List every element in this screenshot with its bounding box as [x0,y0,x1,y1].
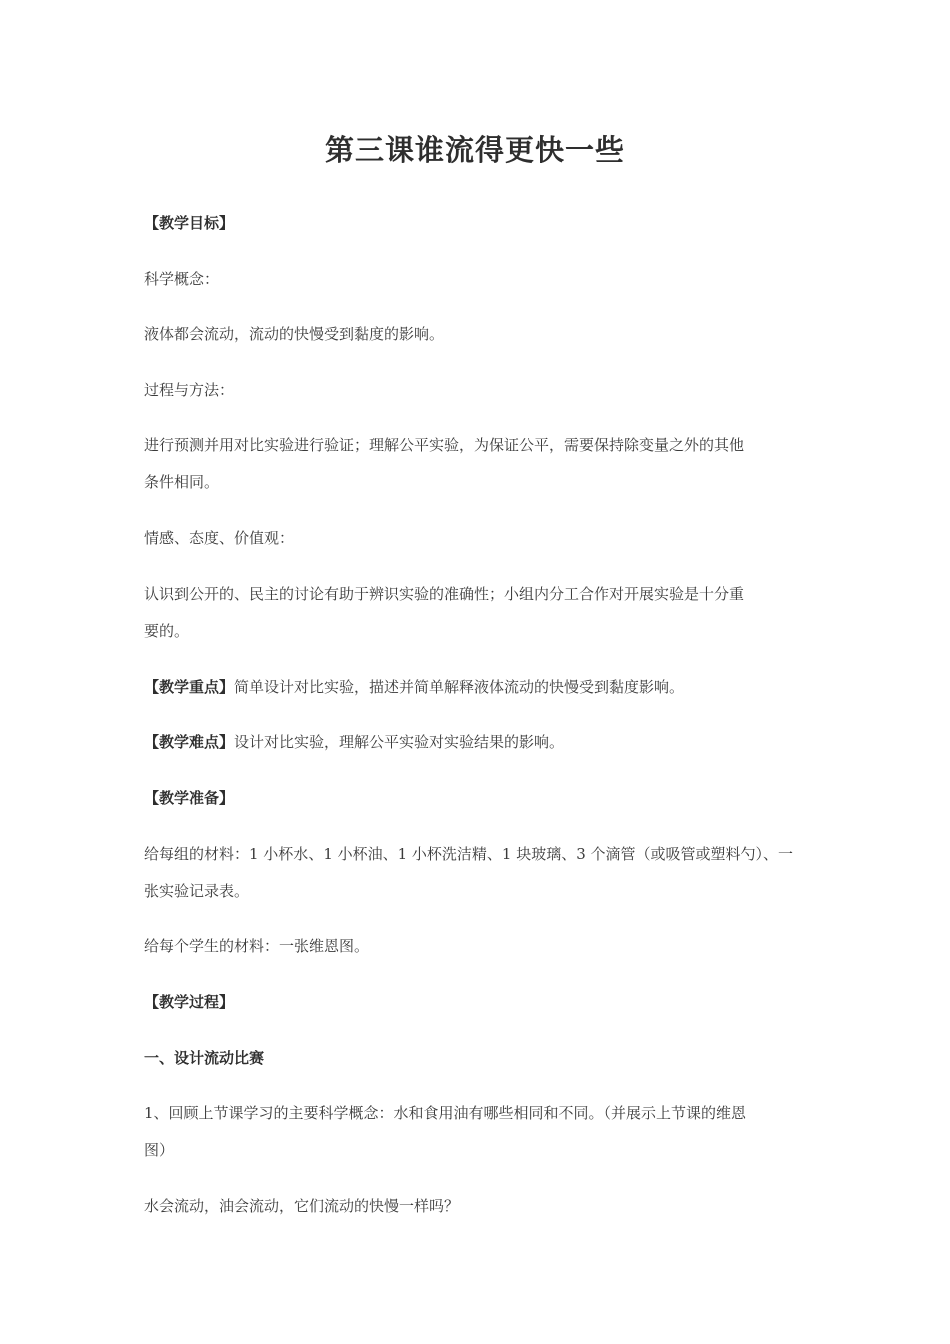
key-point-text: 简单设计对比实验，描述并简单解释液体流动的快慢受到黏度影响。 [234,678,685,696]
process-text-line-1: 进行预测并用对比实验进行验证；理解公平实验，为保证公平，需要保持除变量之外的其他 [144,436,745,454]
key-point-paragraph [144,668,809,706]
process-label: 过程与方法： [144,381,235,399]
difficulty-text: 设计对比实验，理解公平实验对实验结果的影响。 [234,733,565,751]
group-materials-line-1: 给每组的材料：1 小杯水、1 小杯油、1 小杯洗洁精、1 块玻璃、3 个滴管（或吸管或塑料勺）、一 [144,845,794,863]
step-1-line-2: 图） [144,1141,175,1159]
concept-label: 科学概念： [144,270,220,288]
concept-text: 液体都会流动，流动的快慢受到黏度的影响。 [144,325,445,343]
group-materials-line-2: 张实验记录表。 [144,882,250,900]
attitude-text-line-2: 要的。 [144,622,190,640]
section-1-heading: 一、设计流动比赛 [144,1049,265,1067]
teaching-process-heading: 【教学过程】 [144,993,235,1011]
step-1-line-1: 1、回顾上节课学习的主要科学概念：水和食用油有哪些相同和不同。（并展示上节课的维恩 [144,1104,747,1122]
attitude-label: 情感、态度、价值观： [144,529,295,547]
objectives-heading: 【教学目标】 [144,214,235,232]
difficulty-label: 【教学难点】 [144,733,235,751]
student-materials: 给每个学生的材料：一张维恩图。 [144,937,370,955]
difficulty-paragraph [144,723,809,761]
question-text: 水会流动，油会流动，它们流动的快慢一样吗？ [144,1197,460,1215]
attitude-text-line-1: 认识到公开的、民主的讨论有助于辨识实验的准确性；小组内分工合作对开展实验是十分重 [144,585,745,603]
process-text-line-2: 条件相同。 [144,473,220,491]
key-point-label: 【教学重点】 [144,678,235,696]
preparation-heading: 【教学准备】 [144,789,235,807]
document-title: 第三课谁流得更快一些 [324,133,625,167]
